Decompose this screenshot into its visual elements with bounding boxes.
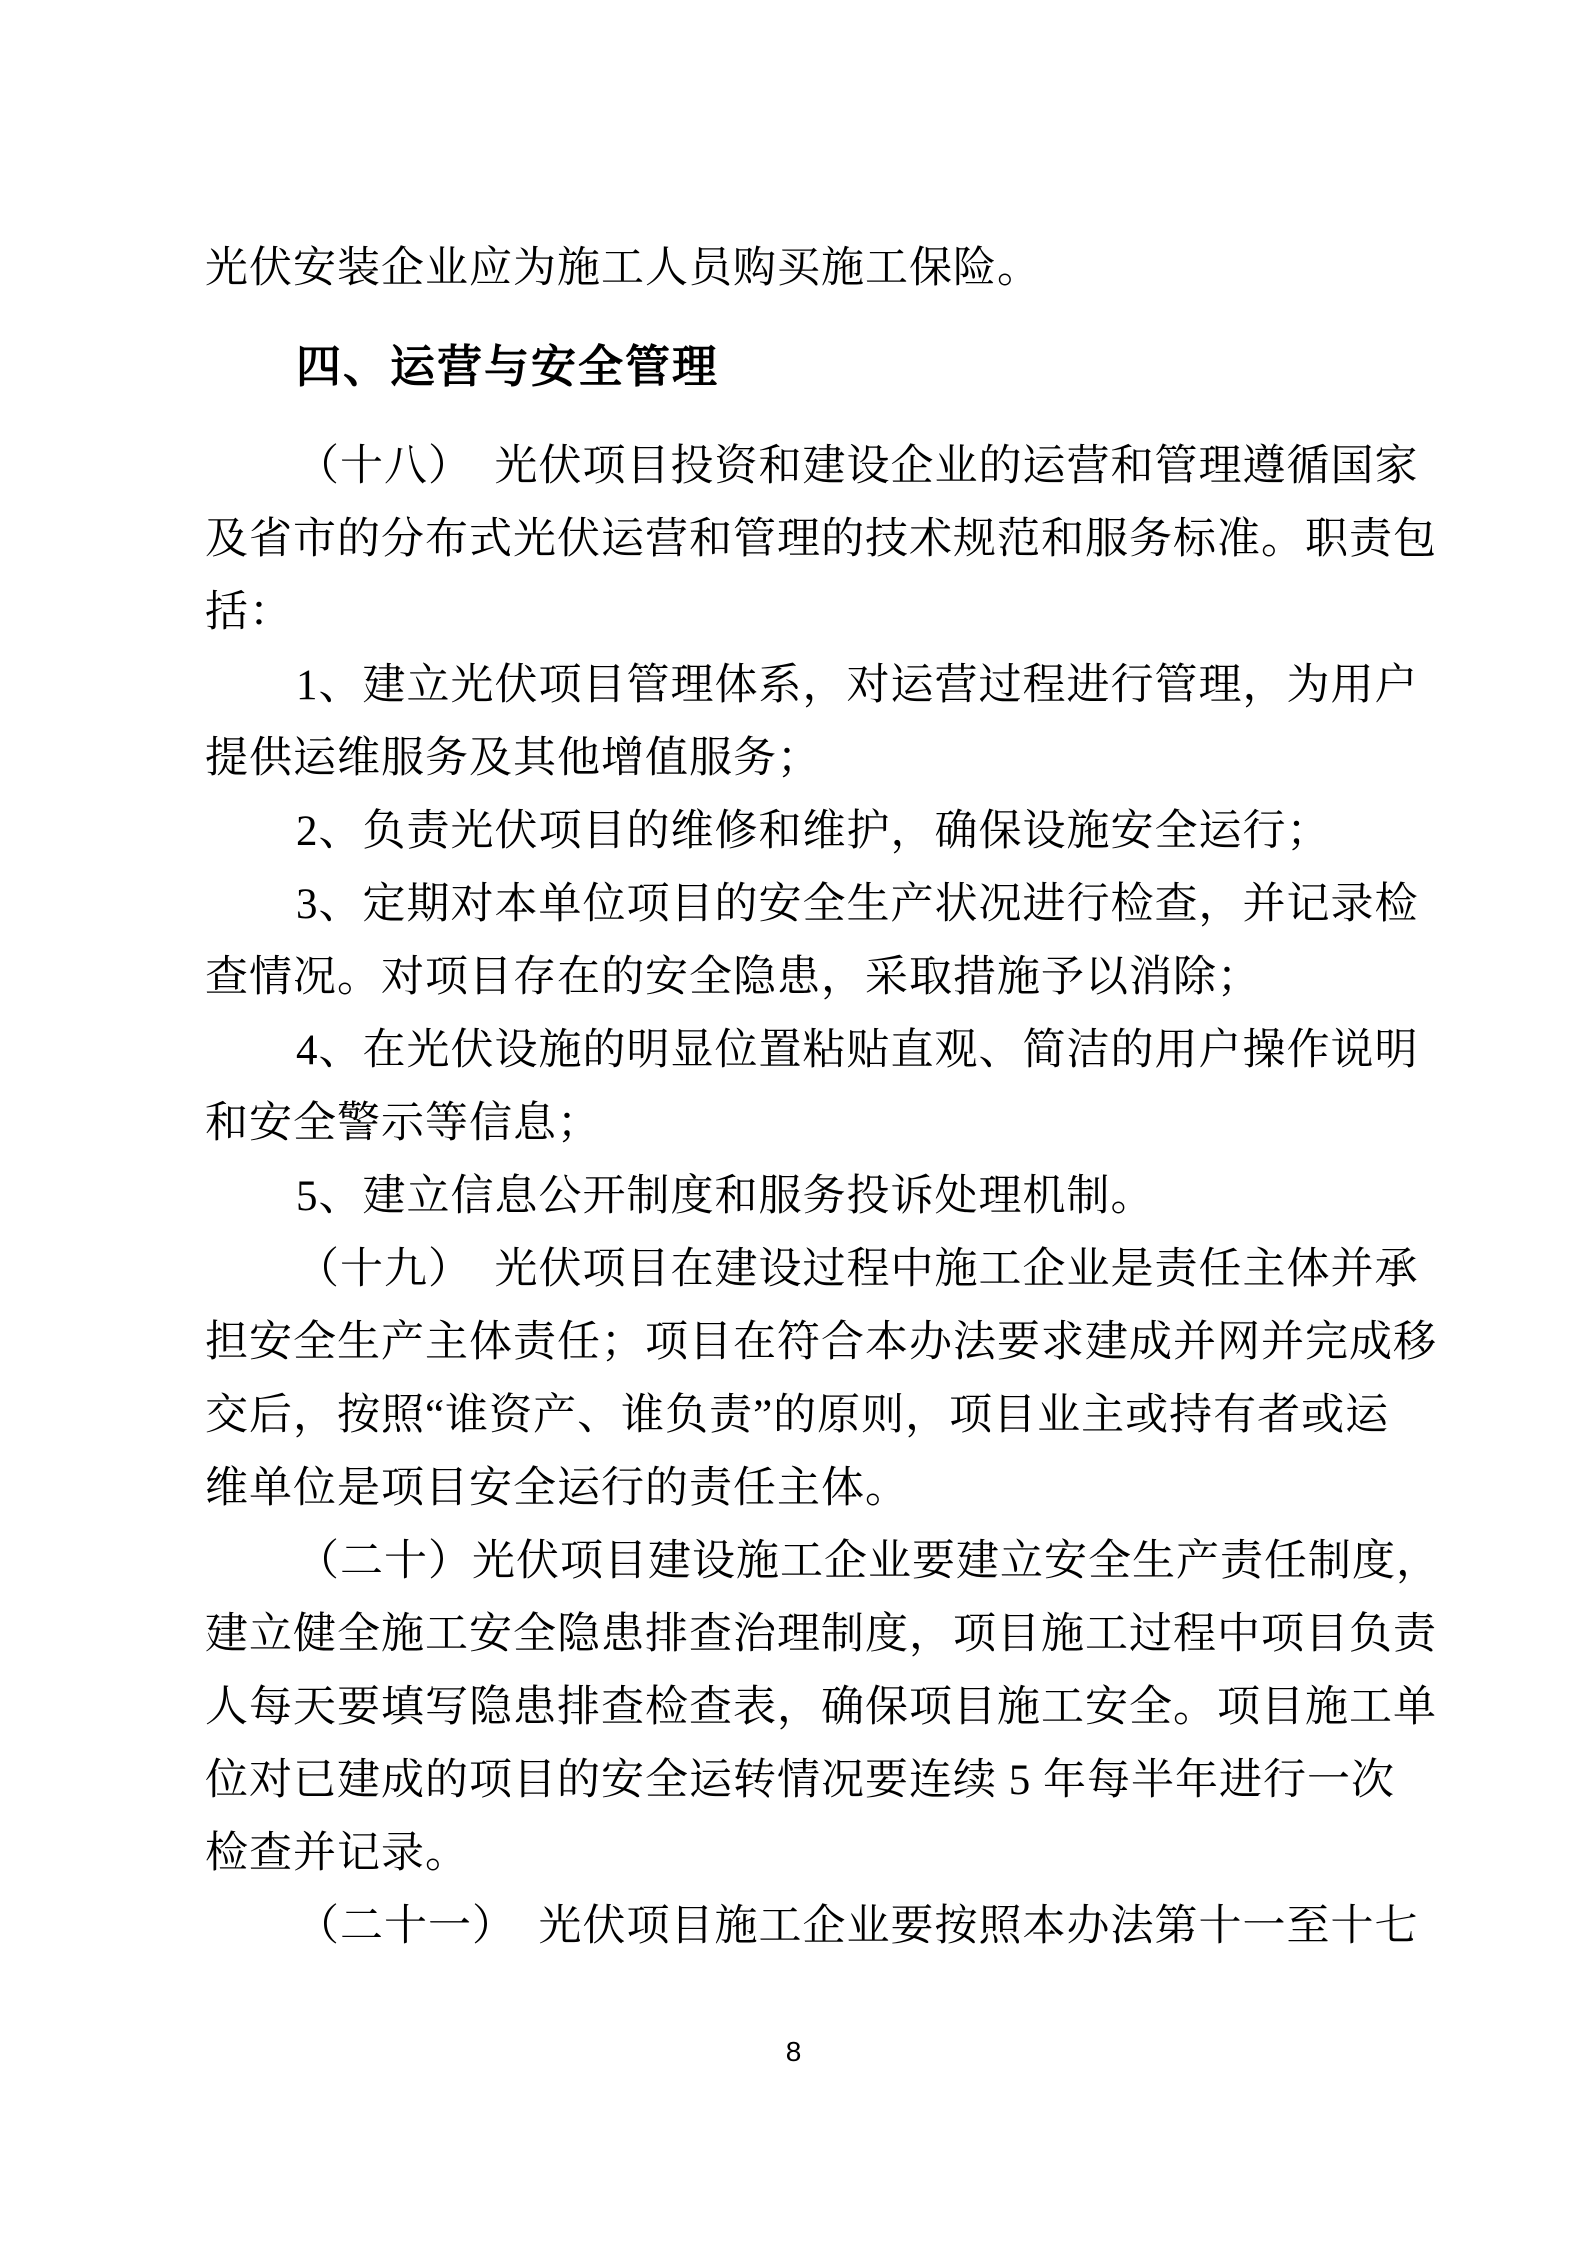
doc-line: 5、建立信息公开制度和服务投诉处理机制。 <box>296 1173 1155 1220</box>
doc-line: 1、建立光伏项目管理体系，对运营过程进行管理，为用户 <box>296 662 1419 709</box>
doc-line: 担安全生产主体责任；项目在符合本办法要求建成并网并完成移 <box>205 1319 1437 1366</box>
doc-line: 维单位是项目安全运行的责任主体。 <box>205 1465 909 1512</box>
doc-line: 检查并记录。 <box>205 1830 469 1877</box>
doc-line: 人每天要填写隐患排查检查表，确保项目施工安全。项目施工单 <box>205 1684 1437 1731</box>
doc-line: 及省市的分布式光伏运营和管理的技术规范和服务标准。职责包 <box>205 516 1437 563</box>
doc-line: 括： <box>205 589 293 636</box>
doc-line: （十八） 光伏项目投资和建设企业的运营和管理遵循国家 <box>296 443 1419 490</box>
doc-line: 2、负责光伏项目的维修和维护，确保设施安全运行； <box>296 808 1331 855</box>
doc-line: 3、定期对本单位项目的安全生产状况进行检查，并记录检 <box>296 881 1419 928</box>
doc-line: 交后，按照“谁资产、谁负责”的原则，项目业主或持有者或运 <box>205 1392 1390 1439</box>
doc-line: （十九） 光伏项目在建设过程中施工企业是责任主体并承 <box>296 1246 1419 1293</box>
doc-line: 提供运维服务及其他增值服务； <box>205 735 821 782</box>
doc-line: 查情况。对项目存在的安全隐患，采取措施予以消除； <box>205 954 1261 1001</box>
doc-line: 光伏安装企业应为施工人员购买施工保险。 <box>205 245 1041 292</box>
doc-line: 和安全警示等信息； <box>205 1100 601 1147</box>
doc-line: 位对已建成的项目的安全运转情况要连续 5 年每半年进行一次 <box>205 1757 1395 1804</box>
doc-line: （二十）光伏项目建设施工企业要建立安全生产责任制度， <box>296 1538 1440 1585</box>
doc-line: 建立健全施工安全隐患排查治理制度，项目施工过程中项目负责 <box>205 1611 1437 1658</box>
doc-line: 4、在光伏设施的明显位置粘贴直观、简洁的用户操作说明 <box>296 1027 1419 1074</box>
section-heading: 四、运营与安全管理 <box>296 341 720 392</box>
document-body <box>205 232 1440 1963</box>
doc-line: （二十一） 光伏项目施工企业要按照本办法第十一至十七 <box>296 1903 1419 1950</box>
page-number: 8 <box>785 2036 802 2067</box>
